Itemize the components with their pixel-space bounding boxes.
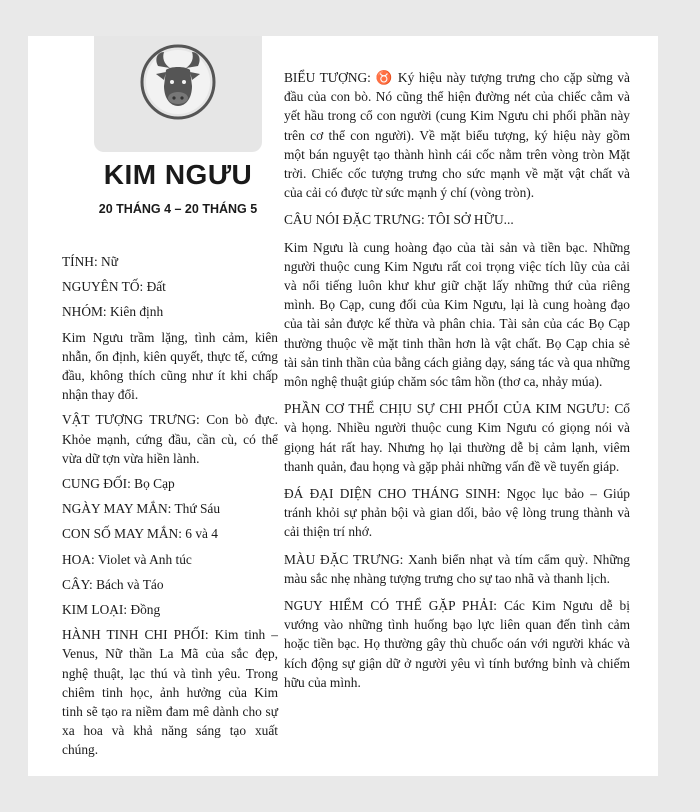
wealth-paragraph: Kim Ngưu là cung hoàng đạo của tài sản và tiền bạc. Những người thuộc cung Kim Ngưu rất coi trọng việc tích lũy của cải và nổi tiếng luôn khư khư giữ chặt lấy những thứ của riêng mình. Bọ Cạp, cung đối của Kim Ngưu, lại là cung hoàng đạo của tài sản được kế thừa và phân chia. Tài sản của các Bọ Cạp thường thuộc về mặt tinh thần hơn là vật chất. Bọ Cạp chia sẻ tài sản tinh thần của bằng cách giảng dạy, sáng tác và qua những môn nghệ thuật giúp chăm sóc tâm hồn (thơ ca, nhảy múa). [284, 239, 630, 390]
body-part-item: PHẦN CƠ THỂ CHỊU SỰ CHI PHỐI CỦA KIM NGƯU: Cổ và họng. Nhiều người thuộc cung Kim Ngưu có giọng nói và giọng hát rất hay. Nhưng họ lại thường dễ bị cảm lạnh, viêm thanh quản, đau họng và gặp phải những vấn đề về tuyến giáp. [284, 401, 630, 474]
element-item: NGUYÊN TỐ: Đất [62, 279, 166, 295]
sign-dates: 20 THÁNG 4 – 20 THÁNG 5 [98, 202, 258, 216]
lucky-day-item: NGÀY MAY MẮN: Thứ Sáu [62, 501, 221, 517]
personality-paragraph: Kim Ngưu trầm lặng, tình cảm, kiên nhẫn, ổn định, kiên quyết, thực tế, cứng đầu, không thích cũng như ít khi chấp nhận thay đổi. [62, 329, 278, 403]
gender-item: TÍNH: Nữ [62, 254, 118, 269]
opposite-sign-item: CUNG ĐỐI: Bọ Cạp [62, 476, 175, 492]
right-column [284, 68, 630, 700]
motto-heading: CÂU NÓI ĐẶC TRƯNG: TÔI SỞ HỮU... [284, 212, 514, 228]
tree-item: CÂY: Bách và Táo [62, 576, 164, 592]
metal-item: KIM LOẠI: Đồng [62, 602, 161, 618]
symbol-animal-item: VẬT TƯỢNG TRƯNG: Con bò đực. Khỏe mạnh, cứng đầu, cần cù, có thể vừa dữ tợn vừa hiền lành. [62, 412, 278, 466]
dangers-item: NGUY HIỂM CÓ THỂ GẶP PHẢI: Các Kim Ngưu dễ bị vướng vào những tình huống bạo lực liên quan đến tình cảm hoặc tiền bạc. Họ thường gây thù chuốc oán với người khác và kích động sự giận dữ ở người yêu vì tính bướng bỉnh và chiếm hữu của mình. [284, 598, 630, 690]
left-column [62, 252, 278, 766]
ruling-planet-item: HÀNH TINH CHI PHỐI: Kim tinh – Venus, Nữ thần La Mã của sắc đẹp, nghệ thuật, lạc thú và tình yêu. Trong chiêm tinh học, ảnh hưởng của Kim tinh sẽ tạo ra niềm đam mê dành cho sự xa hoa và khả năng sáng tạo xuất chúng. [62, 627, 278, 758]
taurus-bull-icon [136, 40, 220, 124]
group-item: NHÓM: Kiên định [62, 304, 164, 320]
flower-item: HOA: Violet và Anh túc [62, 551, 192, 567]
symbol-item: BIỂU TƯỢNG: ♉ Ký hiệu này tượng trưng cho cặp sừng và đầu của con bò. Nó cũng thể hiện đường nét của chiếc cằm và yết hầu trong cổ con người (cung Kim Ngưu chi phối phần này trên cơ thể con người). Về mặt biểu tượng, ký hiệu này gồm một bán nguyệt tạo thành hình cái cốc nằm trên vòng tròn Mặt trời. Chiếc cốc tượng trưng cho sức mạnh về mặt vật chất và của cải có được từ sức mạnh ý chí (vòng tròn). [284, 70, 630, 201]
book-page [28, 36, 658, 776]
sign-header-box [94, 36, 262, 152]
birthstone-item: ĐÁ ĐẠI DIỆN CHO THÁNG SINH: Ngọc lục bảo – Giúp tránh khỏi sự phản bội và gian dối, bảo vệ lòng trung thành và cải thiện trí nhớ. [284, 486, 630, 540]
lucky-number-item: CON SỐ MAY MẮN: 6 và 4 [62, 526, 218, 542]
colors-item: MÀU ĐẶC TRƯNG: Xanh biển nhạt và tím cẩm quỳ. Những màu sắc nhẹ nhàng tượng trưng cho sự tao nhã và thanh lịch. [284, 551, 630, 586]
sign-title: KIM NGƯU [103, 159, 253, 190]
